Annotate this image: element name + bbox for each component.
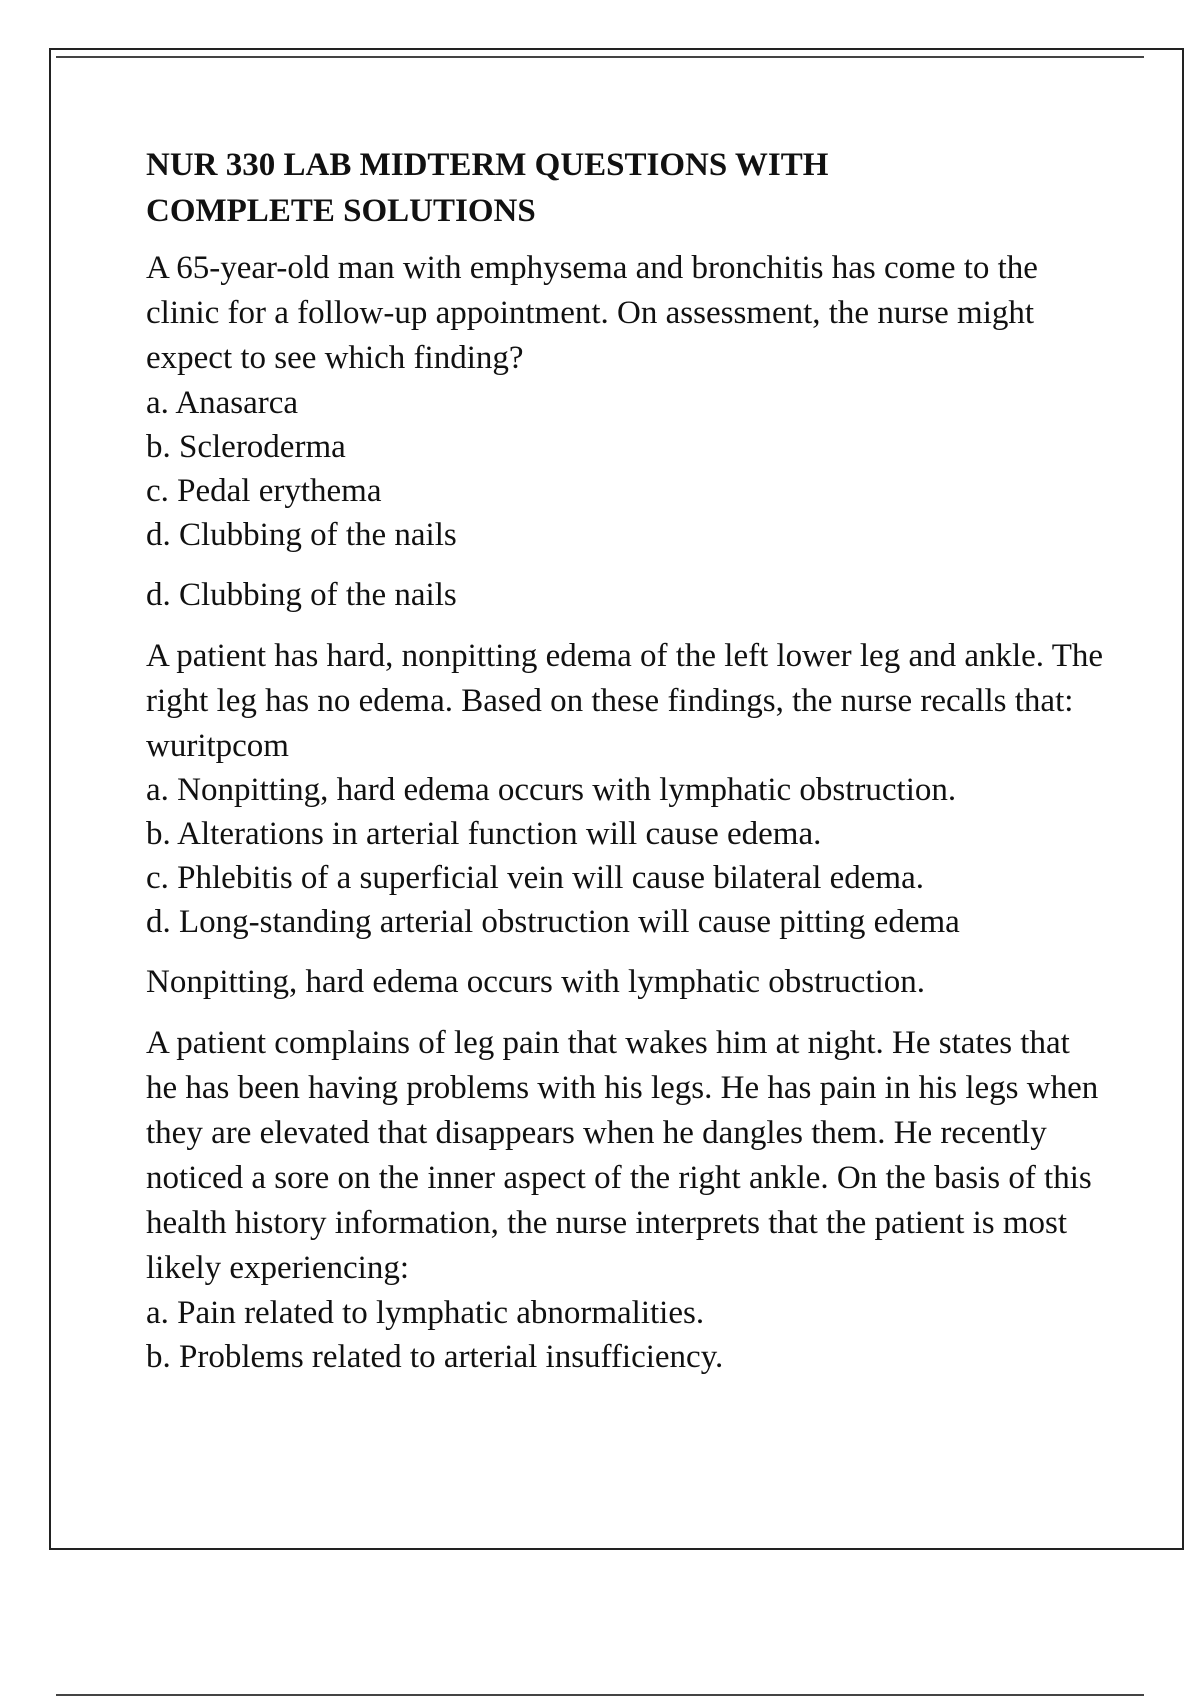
question-block-1 (146, 246, 1106, 618)
answer-option: d. Clubbing of the nails (146, 517, 457, 553)
question-stem: A patient complains of leg pain that wakes him at night. He states that he has been having problems with his legs. He has pain in his legs when they are elevated that disappears when he dangles them. He recently noticed a sore on the inner aspect of the right ankle. On the basis of this health history information, the nurse interprets that the patient is most likely experiencing: (146, 1025, 1099, 1286)
question-stem: A patient has hard, nonpitting edema of the left lower leg and ankle. The right leg has no edema. Based on these findings, the nurse recalls that: (146, 638, 1104, 719)
answer-option: c. Pedal erythema (146, 473, 382, 509)
answer-option: b. Alterations in arterial function will cause edema. (146, 816, 822, 852)
answer-option: a. Anasarca (146, 385, 299, 421)
watermark-text: wuritpcom (146, 728, 289, 764)
question-block-2 (146, 634, 1106, 1005)
correct-answer: Nonpitting, hard edema occurs with lymphatic obstruction. (146, 964, 925, 1000)
answer-option: a. Pain related to lymphatic abnormalities. (146, 1295, 705, 1331)
answer-option: b. Scleroderma (146, 429, 346, 465)
title-line-2: COMPLETE SOLUTIONS (146, 193, 536, 229)
footer-rule (56, 1694, 1144, 1696)
answer-option: d. Long-standing arterial obstruction will cause pitting edema (146, 904, 960, 940)
correct-answer: d. Clubbing of the nails (146, 577, 457, 613)
title-line-1: NUR 330 LAB MIDTERM QUESTIONS WITH (146, 147, 829, 183)
answer-option: a. Nonpitting, hard edema occurs with lymphatic obstruction. (146, 772, 957, 808)
document-body (146, 142, 1106, 1379)
answer-option: c. Phlebitis of a superficial vein will cause bilateral edema. (146, 860, 924, 896)
question-block-3 (146, 1021, 1106, 1379)
header-rule (56, 56, 1144, 58)
question-stem: A 65-year-old man with emphysema and bronchitis has come to the clinic for a follow-up appointment. On assessment, the nurse might expect to see which finding? (146, 250, 1038, 376)
document-title (146, 142, 1106, 234)
answer-option: b. Problems related to arterial insufficiency. (146, 1339, 724, 1375)
